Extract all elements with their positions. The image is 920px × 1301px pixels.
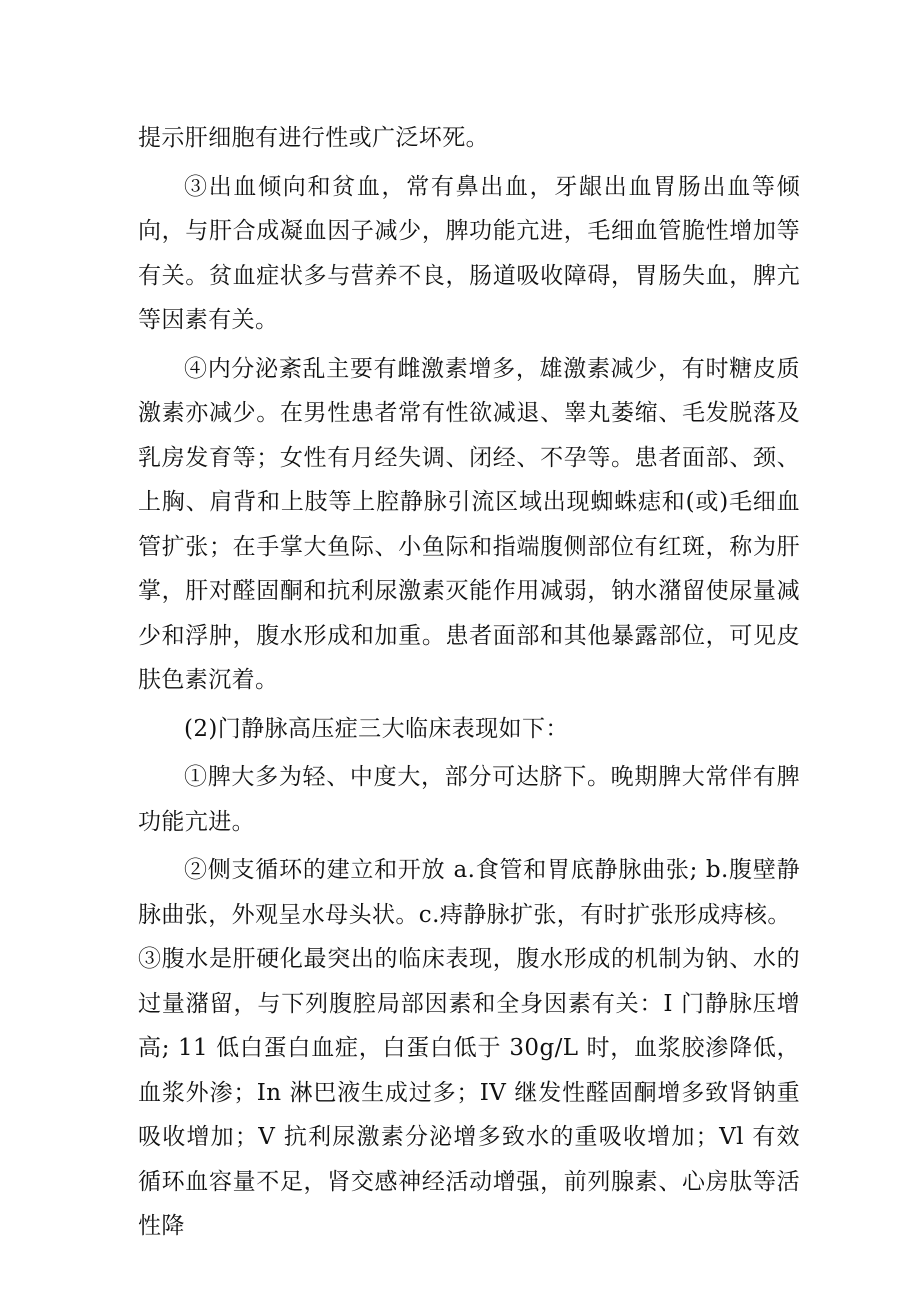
paragraph-collateral-circulation: ②侧支循环的建立和开放 a.食管和胃底静脉曲张; b.腹壁静脉曲张，外观呈水母头状。c.痔静脉扩张，有时扩张形成痔核。 (138, 857, 800, 928)
paragraph-ascites: ③腹水是肝硬化最突出的临床表现，腹水形成的机制为钠、水的过量潴留，与下列腹腔局部因素和全身因素有关：I 门静脉压增高; 11 低白蛋白血症，白蛋白低于 30g/L 时，血浆胶渗降低，血浆外渗；In 淋巴液生成过多；IV 继发性醛固酮增多致肾钠重吸收增加；V 抗利尿激素分泌增多致水的重吸收增加；Vl 有效循环血容量不足，肾交感神经活动增强，前列腺素、心房肽等活性降 (138, 946, 800, 1239)
document-body (138, 116, 800, 1249)
paragraph-portal-hypertension-heading: (2)门静脉高压症三大临床表现如下： (184, 715, 569, 742)
paragraph-splenomegaly: ①脾大多为轻、中度大，部分可达脐下。晚期脾大常伴有脾功能亢进。 (138, 764, 800, 835)
paragraph-bleeding-anemia: ③出血倾向和贫血，常有鼻出血，牙龈出血胃肠出血等倾向，与肝合成凝血因子减少，脾功能亢进，毛细血管脆性增加等有关。贫血症状多与营养不良，肠道吸收障碍，胃肠失血，脾亢等因素有关。 (138, 173, 800, 333)
paragraph-endocrine-disorder: ④内分泌紊乱主要有雌激素增多，雄激素减少，有时糖皮质激素亦减少。在男性患者常有性欲减退、睾丸萎缩、毛发脱落及乳房发育等；女性有月经失调、闭经、不孕等。患者面部、颈、上胸、肩背和上肢等上腔静脉引流区域出现蜘蛛痣和(或)毛细血管扩张；在手掌大鱼际、小鱼际和指端腹侧部位有红斑，称为肝掌，肝对醛固酮和抗利尿激素灭能作用减弱，钠水潴留使尿量减少和浮肿，腹水形成和加重。患者面部和其他暴露部位，可见皮肤色素沉着。 (138, 355, 800, 693)
paragraph-liver-necrosis: 提示肝细胞有进行性或广泛坏死。 (138, 125, 489, 151)
